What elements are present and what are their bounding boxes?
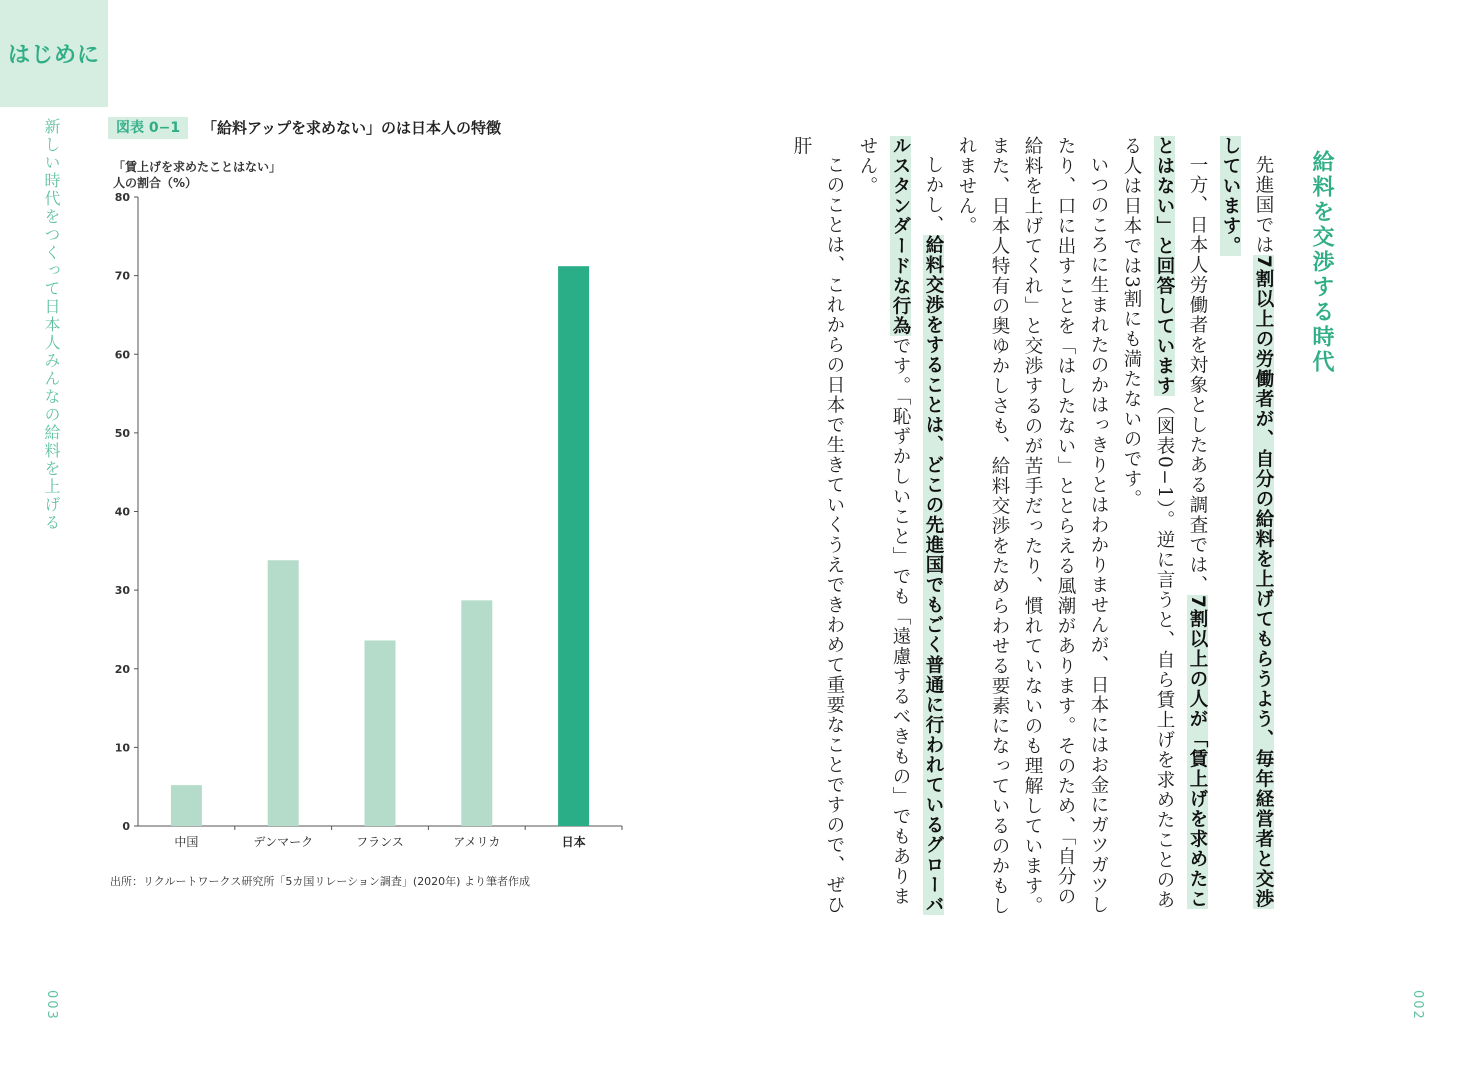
paragraph: [851, 136, 950, 916]
body-text-run: です。「恥ずかしいこと」でも「遠慮するべきもの」でもありません。: [857, 136, 911, 907]
y-tick-label: 40: [114, 505, 130, 519]
y-axis-label-line1: 「賃上げを求めたことはない」: [113, 160, 282, 174]
y-tick-label: 50: [114, 426, 130, 440]
bar-4: [558, 266, 589, 826]
highlighted-text: 7割以上の労働者が、自分の給料を上げてもらうよう、毎年経営者と交渉しています。: [1220, 136, 1274, 909]
figure-source: 出所：リクルートワークス研究所「5カ国リレーション調査」(2020年) より筆者作成: [110, 875, 530, 888]
highlighted-text: 7割以上の人が「賃上げを求めたことはない」と回答しています: [1154, 136, 1208, 909]
bar-0: [171, 785, 202, 826]
chapter-tab: [0, 0, 108, 107]
y-tick-label: 70: [114, 269, 130, 283]
y-tick-label: 10: [114, 741, 130, 755]
page-number-right: 002: [1410, 990, 1425, 1021]
body-text: [791, 136, 1280, 916]
figure-label: 図表 0−1: [108, 117, 188, 139]
chapter-tab-label: はじめに: [7, 43, 100, 68]
paragraph: [950, 136, 1115, 916]
y-tick-label: 20: [114, 662, 130, 676]
y-tick-label: 60: [114, 348, 130, 362]
figure-title: 「給料アップを求めない」のは日本人の特徴: [202, 119, 501, 137]
running-head: 新しい時代をつくって日本人みんなの給料を上げる: [42, 118, 61, 532]
body-text-run: 一方、日本人労働者を対象としたある調査では、: [1187, 154, 1208, 595]
body-text-run: しかし、: [923, 154, 944, 235]
x-tick-label: デンマーク: [253, 835, 314, 849]
highlighted-text: 給料交渉をすることは、どこの先進国でもごく普通に行われているグローバルスタンダードな行為: [890, 136, 944, 915]
paragraph: [1214, 136, 1280, 916]
x-tick-label: フランス: [356, 835, 404, 849]
bar-2: [365, 640, 396, 826]
chapter-heading: 給料を交渉する時代: [1309, 150, 1334, 375]
body-text-run: いつのころに生まれたのかはっきりとはわかりませんが、日本にはお金にガツガツしたり、口に出すことを「はしたない」ととらえる風潮があります。そのため、「自分の給料を上げてくれ」と交渉するのが苦手だったり、慣れていないのも理解しています。また、日本人特有の奥ゆかしさも、給料交渉をためらわせる要素になっているのかもしれません。: [956, 136, 1109, 916]
bar-3: [461, 600, 492, 826]
paragraph: [1115, 136, 1214, 916]
x-tick-label: 中国: [174, 835, 199, 849]
bar-chart: [100, 185, 640, 865]
page-number-left: 003: [44, 990, 59, 1021]
y-axis-label-line2: 人の割合（%）: [113, 176, 198, 190]
x-tick-label: 日本: [561, 835, 586, 849]
paragraph: [785, 136, 851, 916]
bar-1: [268, 560, 299, 826]
y-tick-label: 0: [122, 820, 130, 833]
y-tick-label: 80: [114, 191, 130, 204]
body-text-run: このことは、これからの日本で生きていくうえできわめて重要なことですので、ぜひ肝: [791, 136, 845, 915]
body-text-run: 先進国では: [1253, 154, 1274, 255]
x-tick-label: アメリカ: [453, 835, 501, 849]
body-text-run: （図表0−1）。逆に言うと、自ら賃上げを求めたことのある人は日本では3割にも満たないのです。: [1121, 136, 1175, 911]
y-tick-label: 30: [114, 584, 130, 598]
